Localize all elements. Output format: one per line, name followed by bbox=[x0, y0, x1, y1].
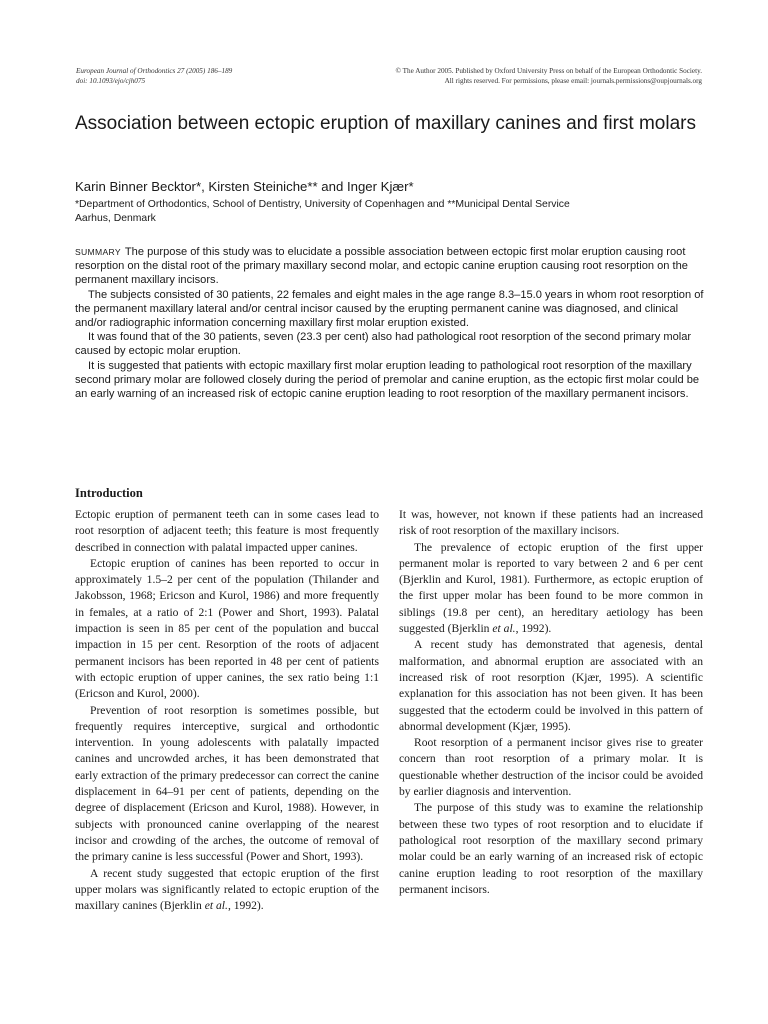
body-paragraph bbox=[75, 866, 379, 915]
paragraph-text: A recent study suggested that ectopic eruption of the first upper molars was significantly related to ectopic eruption of the maxillary canines (Bjerklin bbox=[75, 866, 379, 913]
body-paragraph: Prevention of root resorption is sometimes possible, but frequently requires interceptive, surgical and orthodontic intervention. In young adolescents with palatally impacted canines and uncrowded arches, it has been demonstrated that early extraction of the primary predecessor can correct the canine displacement in 64–91 per cent of patients, depending on the degree of displacement (Ericson and Kurol, 1988). However, in subjects with pronounced canine overlapping of the nearest incisor and crowding of the arches, the outcome of removal of the primary canine is less successful (Power and Short, 1993). bbox=[75, 703, 379, 864]
body-paragraph: It was, however, not known if these patients had an increased risk of root resorption of the maxillary incisors. bbox=[399, 508, 703, 538]
summary-abstract bbox=[75, 245, 705, 401]
body-column-right bbox=[399, 507, 703, 898]
copyright-line: © The Author 2005. Published by Oxford University Press on behalf of the European Orthodontic Society. bbox=[395, 67, 702, 75]
body-paragraph bbox=[399, 540, 703, 638]
paragraph-text: , 1992). bbox=[515, 622, 552, 636]
rights-line: All rights reserved. For permissions, please email: journals.permissions@oupjournals.org bbox=[444, 77, 702, 85]
body-paragraph: Ectopic eruption of canines has been reported to occur in approximately 1.5–2 per cent of the population (Thilander and Jakobsson, 1968; Ericson and Kurol, 1986) and more frequently in females, at a ratio of 2:1 (Power and Short, 1993). Palatal impaction is seen in 85 per cent of the population and buccal impaction in 15 per cent. Resorption of the roots of adjacent permanent incisors has been reported in 48 per cent of patients with ectopic eruption of upper canines, the sex ratio being 1:1 (Ericson and Kurol, 2000). bbox=[75, 556, 379, 701]
body-paragraph: The purpose of this study was to examine the relationship between these two types of root resorption and to elucidate if pathological root resorption of the maxillary second primary molar could be an early warning of an increased risk of ectopic canine eruption leading to root resorption of the maxillary permanent incisors. bbox=[399, 801, 703, 896]
summary-label: SUMMARY bbox=[75, 247, 121, 257]
author-affiliation bbox=[75, 198, 705, 226]
paragraph-text: , 1992). bbox=[227, 899, 264, 913]
article-authors: Karin Binner Becktor*, Kirsten Steiniche** and Inger Kjær* bbox=[75, 179, 414, 194]
body-paragraph: A recent study has demonstrated that agenesis, dental malformation, and abnormal eruption are associated with an increased risk of root resorption (Kjær, 1995). A scientific explanation for this association has not been given. It has been suggested that the ectoderm could be involved in this pattern of abnormal development (Kjær, 1995). bbox=[399, 638, 703, 733]
doi-line: doi: 10.1093/ejo/cjh075 bbox=[76, 77, 146, 85]
body-column-left bbox=[75, 507, 379, 914]
paragraph-text: The prevalence of ectopic eruption of the first upper permanent molar is reported to vary between 2 and 6 per cent (Bjerklin and Kurol, 1981). Furthermore, as ectopic eruption of the first upper molar has been found to be more common in siblings (19.8 per cent), an hereditary aetiology has been suggested (Bjerklin bbox=[399, 540, 703, 636]
et-al-italic: et al. bbox=[204, 899, 228, 913]
summary-paragraph: The subjects consisted of 30 patients, 22 females and eight males in the age range 8.3–15.0 years in whom root resorption of the permanent maxillary lateral and/or central incisor caused by the erupting permanent canine was diagnosed, and clinical and/or radiographic information concerning maxillary first molar eruption existed. bbox=[75, 288, 704, 330]
introduction-heading: Introduction bbox=[75, 486, 143, 500]
affiliation-line: Aarhus, Denmark bbox=[75, 213, 156, 224]
summary-paragraph bbox=[75, 245, 705, 288]
summary-text: The purpose of this study was to elucidate a possible association between ectopic first molar eruption causing root resorption on the distal root of the primary maxillary second molar, and ectopic canine eruption causing root resorption on the permanent maxillary incisors. bbox=[75, 246, 688, 287]
article-title: Association between ectopic eruption of maxillary canines and first molars bbox=[75, 113, 696, 134]
body-paragraph: Ectopic eruption of permanent teeth can in some cases lead to root resorption of adjacent teeth; this feature is most frequently described in connection with palatal impacted upper canines. bbox=[75, 508, 379, 554]
summary-paragraph: It is suggested that patients with ectopic maxillary first molar eruption leading to pathological root resorption of the maxillary second primary molar are followed closely during the period of premolar and canine eruption, as the ectopic first molar could be an early warning of an increased risk of ectopic canine eruption leading to root resorption of the maxillary permanent incisors. bbox=[75, 359, 700, 401]
copyright-header bbox=[396, 66, 703, 86]
et-al-italic: et al. bbox=[492, 622, 516, 636]
summary-paragraph: It was found that of the 30 patients, seven (23.3 per cent) also had pathological root resorption of the second primary molar caused by ectopic molar eruption. bbox=[75, 331, 692, 358]
affiliation-line: *Department of Orthodontics, School of Dentistry, University of Copenhagen and **Municipal Dental Service bbox=[75, 199, 570, 210]
journal-citation-header bbox=[76, 66, 232, 86]
journal-line: European Journal of Orthodontics 27 (2005) 186–189 bbox=[76, 67, 233, 75]
body-paragraph: Root resorption of a permanent incisor gives rise to greater concern than root resorption of a primary molar. It is questionable whether destruction of the incisor could be avoided by earlier diagnosis and intervention. bbox=[399, 736, 703, 799]
